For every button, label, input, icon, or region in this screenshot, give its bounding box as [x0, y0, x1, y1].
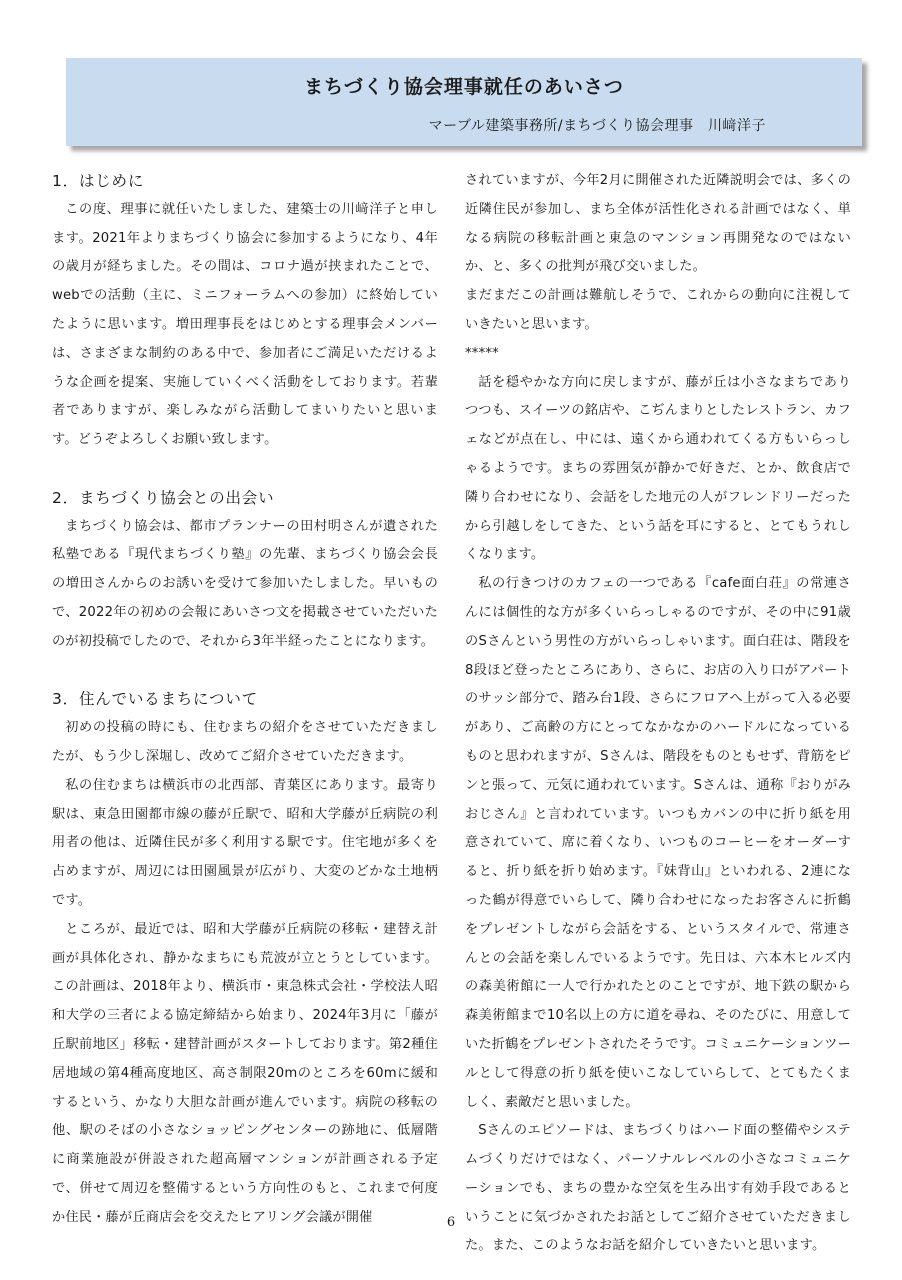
section-heading-intro: 1．はじめに: [52, 172, 145, 190]
paragraph: Sさんのエピソードは、まちづくりはハード面の整備やシステムづくりだけではなく、パーソナルレベルの小さなコミュニケーションでも、まちの豊かな空気を生み出す有効手段であるということに気づかされたお話としてご紹介させていただきました。また、このようなお話を紹介していきたいと思います。: [465, 1123, 851, 1254]
paragraph: まちづくり協会は、都市プランナーの田村明さんが遺された私塾である『現代まちづくり塾』の先輩、まちづくり協会会長の増田さんからのお誘いを受けて参加いたしました。早いもので、2022年の初めの会報にあいさつ文を掲載させていただいたのが初投稿でしたので、それから3年半経ったことになります。: [52, 518, 438, 649]
right-column: [465, 167, 851, 1261]
paragraph: まだまだこの計画は難航しそうで、これからの動向に注視していきたいと思います。: [465, 288, 851, 332]
paragraph: 話を穏やかな方向に戻しますが、藤が丘は小さなまちでありつつも、スイーツの銘店や、こぢんまりとしたレストラン、カフェなどが点在し、中には、遠くから通われてくる方もいらっしゃるようです。まちの雰囲気が静かで好きだ、とか、飲食店で隣り合わせになり、会話をした地元の人がフレンドリーだったから引越しをしてきた、という話を耳にすると、とてもうれしくなります。: [465, 374, 851, 563]
author-byline: マーブル建築事務所/まちづくり協会理事 川﨑洋子: [428, 118, 766, 134]
section-divider-stars: *****: [465, 345, 499, 361]
paragraph: されていますが、今年2月に開催された近隣説明会では、多くの近隣住民が参加し、まち全体が活性化される計画ではなく、単なる病院の移転計画と東急のマンション再開発なのではないか、と、多くの批判が飛び交いました。: [465, 173, 851, 275]
paragraph: ところが、最近では、昭和大学藤が丘病院の移転・建替え計画が具体化され、静かなまちにも荒波が立とうとしています。この計画は、2018年より、横浜市・東急株式会社・学校法人昭和大学の三者による協定締結から始まり、2024年3月に「藤が丘駅前地区」移転・建替計画がスタートしております。第2種住居地域の第4種高度地区、高さ制限20mのところを60mに緩和するという、かなり大胆な計画が進んでいます。病院の移転の他、駅のそばの小さなショッピングセンターの跡地に、低層階に商業施設が併設された超高層マンションが計画される予定で、併せて周辺を整備するという方向性のもと、これまで何度か住民・藤が丘商店会を交えたヒアリング会議が開催: [52, 921, 438, 1225]
paragraph: 私の行きつけのカフェの一つである『cafe面白荘』の常連さんには個性的な方が多くいらっしゃるのですが、その中に91歳のSさんという男性の方がいらっしゃいます。面白荘は、階段を8段ほど登ったところにあり、さらに、お店の入り口がアパートのサッシ部分で、踏み台1段、さらにフロアへ上がって入る必要があり、ご高齢の方にとってなかなかのハードルになっているものと思われますが、Sさんは、階段をものともせず、背筋をピンと張って、元気に通われています。Sさんは、通称『おりがみおじさん』と言われています。いつもカバンの中に折り紙を用意されていて、席に着くなり、いつものコーヒーをオーダーすると、折り紙を折り始めます。『妹背山』といわれる、2連になった鶴が得意でいらして、隣り合わせになったお客さんに折鶴をプレゼントしながら会話をする、というスタイルで、常連さんとの会話を楽しんでいるようです。先日は、六本木ヒルズ内の森美術館に一人で行かれたとのことですが、地下鉄の駅から森美術館まで10名以上の方に道を尋ね、そのたびに、用意していた折鶴をプレゼントされたそうです。コミュニケーションツールとして得意の折り紙を使いこなしていらして、とてもたくましく、素敵だと思いました。: [465, 576, 851, 1110]
page-number: 6: [446, 1215, 456, 1230]
paragraph: 初めの投稿の時にも、住むまちの紹介をさせていただきましたが、もう少し深堀し、改めてご紹介させていただきます。: [52, 720, 438, 764]
section-heading-town: 3．住んでいるまちについて: [52, 690, 258, 709]
title-banner: [66, 58, 862, 146]
section-heading-encounter: 2．まちづくり協会との出会い: [52, 488, 275, 507]
paragraph: この度、理事に就任いたしました、建築士の川﨑洋子と申します。2021年よりまちづくり協会に参加するようになり、4年の歳月が経ちました。その間は、コロナ過が挟まれたことで、webでの活動（主に、ミニフォーラムへの参加）に終始していたように思います。増田理事長をはじめとする理事会メンバーは、さまざまな制約のある中で、参加者にご満足いただけるような企画を提案、実施していくべく活動をしております。若輩者でありますが、楽しみながら活動してまいりたいと思います。どうぞよろしくお願い致します。: [52, 201, 438, 448]
article-title: まちづくり協会理事就任のあいさつ: [304, 76, 624, 98]
left-column: [52, 167, 438, 1232]
paragraph: 私の住むまちは横浜市の北西部、青葉区にあります。最寄り駅は、東急田園都市線の藤が丘駅で、昭和大学藤が丘病院の利用者の他は、近隣住民が多く利用する駅です。住宅地が多くを占めますが、周辺には田園風景が広がり、大変のどかな土地柄です。: [52, 777, 438, 908]
